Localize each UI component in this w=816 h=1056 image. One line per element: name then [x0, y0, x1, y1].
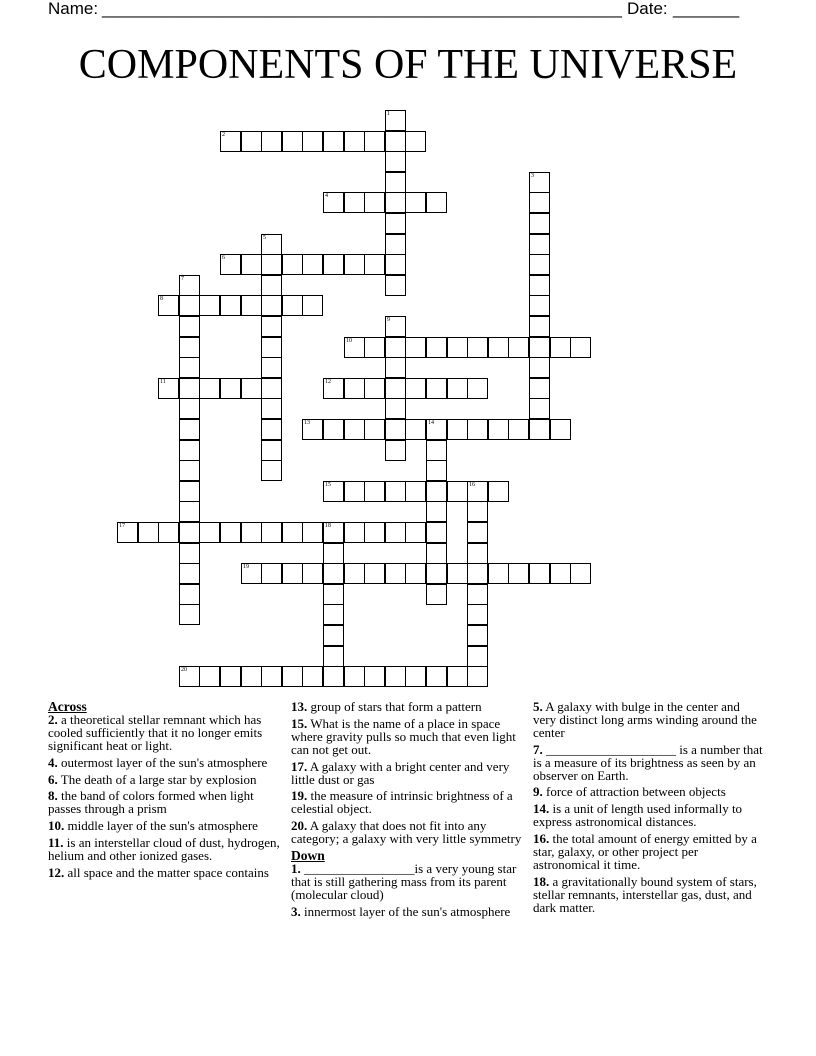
clue-item-text: _________________is a very young star that is still gathering mass from its parent (molecular cloud): [291, 860, 517, 902]
clue-number: 13: [304, 420, 310, 426]
grid-cell[interactable]: [405, 419, 426, 440]
clue-item-number: 2.: [48, 711, 58, 727]
grid-cell[interactable]: [529, 172, 550, 193]
grid-cell[interactable]: [261, 378, 282, 399]
clue-item: [533, 701, 765, 740]
grid-cell[interactable]: [323, 522, 344, 543]
clue-item-text: A galaxy that does not fit into any category; a galaxy with very little symmetry: [291, 818, 522, 847]
grid-cell[interactable]: [529, 234, 550, 255]
grid-cell[interactable]: [302, 522, 323, 543]
clue-item-number: 1.: [291, 860, 301, 876]
clue-number: 5: [263, 235, 266, 241]
grid-cell[interactable]: [467, 419, 488, 440]
grid-cell[interactable]: [467, 378, 488, 399]
grid-cell[interactable]: [344, 563, 365, 584]
grid-cell[interactable]: [261, 522, 282, 543]
clue-item-number: 12.: [48, 864, 65, 880]
grid-cell[interactable]: [426, 481, 447, 502]
grid-cell[interactable]: [385, 666, 406, 687]
clue-item-number: 6.: [48, 771, 58, 787]
clue-item: [533, 873, 765, 915]
grid-cell[interactable]: [179, 522, 200, 543]
grid-cell[interactable]: [302, 563, 323, 584]
clue-column-1: [48, 701, 280, 884]
clue-item-number: 17.: [291, 758, 308, 774]
grid-cell[interactable]: [426, 563, 447, 584]
grid-cell[interactable]: [488, 419, 509, 440]
grid-cell[interactable]: [179, 337, 200, 358]
grid-cell[interactable]: [447, 481, 468, 502]
clue-item-number: 18.: [533, 873, 550, 889]
clue-item-number: 8.: [48, 788, 58, 804]
grid-cell[interactable]: [467, 646, 488, 667]
clue-item: [291, 758, 523, 787]
grid-cell[interactable]: [302, 419, 323, 440]
grid-cell[interactable]: [241, 378, 262, 399]
grid-cell[interactable]: [426, 337, 447, 358]
grid-cell[interactable]: [529, 337, 550, 358]
clue-item: [533, 833, 765, 872]
grid-cell[interactable]: [364, 419, 385, 440]
grid-cell[interactable]: [385, 254, 406, 275]
clue-item: [533, 786, 765, 799]
clue-number: 17: [119, 523, 125, 529]
grid-cell[interactable]: [179, 275, 200, 296]
grid-cell[interactable]: [529, 254, 550, 275]
grid-cell[interactable]: [447, 419, 468, 440]
clue-item: [48, 711, 280, 753]
grid-cell[interactable]: [158, 295, 179, 316]
grid-cell[interactable]: [261, 357, 282, 378]
grid-cell[interactable]: [302, 295, 323, 316]
grid-cell[interactable]: [426, 440, 447, 461]
grid-cell[interactable]: [344, 378, 365, 399]
grid-cell[interactable]: [179, 440, 200, 461]
grid-cell[interactable]: [550, 563, 571, 584]
grid-cell[interactable]: [405, 481, 426, 502]
grid-cell[interactable]: [179, 419, 200, 440]
grid-cell[interactable]: [529, 419, 550, 440]
clue-column-2: [291, 701, 523, 923]
grid-cell[interactable]: [261, 316, 282, 337]
clue-item-text: all space and the matter space contains: [64, 864, 269, 880]
grid-cell[interactable]: [467, 563, 488, 584]
grid-cell[interactable]: [282, 666, 303, 687]
grid-cell[interactable]: [323, 254, 344, 275]
grid-cell[interactable]: [405, 378, 426, 399]
grid-cell[interactable]: [220, 295, 241, 316]
clue-item-text: What is the name of a place in space where gravity pulls so much that even light can not get out.: [291, 715, 516, 757]
clue-item-text: a theoretical stellar remnant which has cooled sufficiently that it no longer emits significant heat or light.: [48, 711, 263, 753]
grid-cell[interactable]: [302, 254, 323, 275]
clue-item-text: outermost layer of the sun's atmosphere: [57, 754, 268, 770]
grid-cell[interactable]: [385, 316, 406, 337]
grid-cell[interactable]: [261, 295, 282, 316]
clue-item-text: group of stars that form a pattern: [307, 699, 482, 714]
clue-item: [48, 864, 280, 880]
date-field[interactable]: _______: [673, 0, 740, 18]
clue-number: 12: [325, 379, 331, 385]
grid-cell[interactable]: [179, 584, 200, 605]
grid-cell[interactable]: [385, 151, 406, 172]
clue-item-text: ____________________ is a number that is a measure of its brightness as seen by an observer on Earth.: [533, 741, 763, 783]
clue-item-text: innermost layer of the sun's atmosphere: [300, 903, 511, 919]
grid-cell[interactable]: [385, 110, 406, 131]
grid-cell[interactable]: [529, 213, 550, 234]
clue-item: [291, 860, 523, 902]
grid-cell[interactable]: [385, 213, 406, 234]
grid-cell[interactable]: [261, 234, 282, 255]
clue-item-number: 5.: [533, 699, 543, 714]
clue-item-text: The death of a large star by explosion: [57, 771, 257, 787]
grid-cell[interactable]: [344, 192, 365, 213]
grid-cell[interactable]: [220, 131, 241, 152]
grid-cell[interactable]: [385, 440, 406, 461]
grid-cell[interactable]: [344, 254, 365, 275]
grid-cell[interactable]: [323, 481, 344, 502]
clue-item-number: 10.: [48, 818, 65, 834]
grid-cell[interactable]: [323, 131, 344, 152]
clue-number: 2: [222, 132, 225, 138]
clue-item: [291, 903, 523, 919]
grid-cell[interactable]: [467, 522, 488, 543]
grid-cell[interactable]: [405, 666, 426, 687]
grid-cell[interactable]: [241, 131, 262, 152]
grid-cell[interactable]: [426, 666, 447, 687]
grid-cell[interactable]: [426, 543, 447, 564]
grid-cell[interactable]: [344, 522, 365, 543]
grid-cell[interactable]: [364, 131, 385, 152]
grid-cell[interactable]: [508, 419, 529, 440]
clue-number: 10: [346, 338, 352, 344]
grid-cell[interactable]: [344, 481, 365, 502]
clue-item-number: 14.: [533, 801, 550, 817]
grid-cell[interactable]: [323, 584, 344, 605]
clue-number: 19: [243, 564, 249, 570]
grid-cell[interactable]: [323, 192, 344, 213]
grid-cell[interactable]: [570, 337, 591, 358]
grid-cell[interactable]: [179, 604, 200, 625]
grid-cell[interactable]: [179, 501, 200, 522]
grid-cell[interactable]: [405, 192, 426, 213]
grid-cell[interactable]: [282, 522, 303, 543]
grid-cell[interactable]: [179, 666, 200, 687]
grid-cell[interactable]: [282, 254, 303, 275]
grid-cell[interactable]: [467, 481, 488, 502]
grid-cell[interactable]: [508, 337, 529, 358]
clue-number: 15: [325, 482, 331, 488]
grid-cell[interactable]: [529, 563, 550, 584]
grid-cell[interactable]: [117, 522, 138, 543]
grid-cell[interactable]: [529, 192, 550, 213]
clue-number: 1: [387, 111, 390, 117]
grid-cell[interactable]: [447, 666, 468, 687]
grid-cell[interactable]: [199, 522, 220, 543]
clue-number: 8: [160, 296, 163, 302]
grid-cell[interactable]: [467, 666, 488, 687]
clue-section-heading: Down: [291, 848, 325, 864]
grid-cell[interactable]: [385, 522, 406, 543]
clue-item-text: A galaxy with bulge in the center and very distinct long arms winding around the center: [533, 699, 757, 740]
clue-item-number: 19.: [291, 788, 308, 804]
clue-item-text: A galaxy with a bright center and very little dust or gas: [291, 758, 510, 787]
grid-cell[interactable]: [282, 131, 303, 152]
grid-cell[interactable]: [323, 666, 344, 687]
grid-cell[interactable]: [179, 460, 200, 481]
grid-cell[interactable]: [138, 522, 159, 543]
grid-cell[interactable]: [344, 131, 365, 152]
grid-cell[interactable]: [220, 378, 241, 399]
grid-cell[interactable]: [364, 481, 385, 502]
grid-cell[interactable]: [405, 522, 426, 543]
grid-cell[interactable]: [261, 275, 282, 296]
clue-number: 20: [181, 667, 187, 673]
grid-cell[interactable]: [529, 378, 550, 399]
clue-item-number: 7.: [533, 741, 543, 757]
clue-number: 3: [531, 173, 534, 179]
grid-cell[interactable]: [570, 563, 591, 584]
grid-cell[interactable]: [261, 337, 282, 358]
grid-cell[interactable]: [220, 666, 241, 687]
grid-cell[interactable]: [385, 419, 406, 440]
grid-cell[interactable]: [220, 522, 241, 543]
grid-cell[interactable]: [261, 398, 282, 419]
grid-cell[interactable]: [364, 378, 385, 399]
grid-cell[interactable]: [426, 501, 447, 522]
grid-cell[interactable]: [282, 295, 303, 316]
clue-item: [291, 701, 523, 714]
grid-cell[interactable]: [447, 378, 468, 399]
clue-number: 7: [181, 276, 184, 282]
clue-number: 18: [325, 523, 331, 529]
grid-cell[interactable]: [467, 337, 488, 358]
clue-item-text: is a unit of length used informally to express astronomical distances.: [533, 801, 743, 830]
clue-item-text: middle layer of the sun's atmosphere: [64, 818, 258, 834]
grid-cell[interactable]: [426, 460, 447, 481]
grid-cell[interactable]: [426, 584, 447, 605]
grid-cell[interactable]: [241, 254, 262, 275]
grid-cell[interactable]: [323, 543, 344, 564]
grid-cell[interactable]: [426, 378, 447, 399]
grid-cell[interactable]: [261, 419, 282, 440]
grid-cell[interactable]: [364, 337, 385, 358]
grid-cell[interactable]: [385, 481, 406, 502]
grid-cell[interactable]: [385, 398, 406, 419]
grid-cell[interactable]: [467, 501, 488, 522]
clue-number: 9: [387, 317, 390, 323]
grid-cell[interactable]: [323, 378, 344, 399]
clue-item-text: the band of colors formed when light passes through a prism: [48, 788, 254, 817]
grid-cell[interactable]: [179, 316, 200, 337]
grid-cell[interactable]: [302, 131, 323, 152]
clue-number: 16: [469, 482, 475, 488]
grid-cell[interactable]: [199, 378, 220, 399]
clue-item-number: 13.: [291, 699, 308, 714]
grid-cell[interactable]: [241, 295, 262, 316]
grid-cell[interactable]: [323, 646, 344, 667]
grid-cell[interactable]: [405, 337, 426, 358]
clue-item: [291, 820, 523, 846]
grid-cell[interactable]: [282, 563, 303, 584]
clue-item: [291, 715, 523, 757]
grid-cell[interactable]: [488, 337, 509, 358]
grid-cell[interactable]: [385, 357, 406, 378]
clue-item: [48, 771, 280, 787]
clue-item: [48, 837, 280, 863]
clue-item: [291, 790, 523, 816]
grid-cell[interactable]: [158, 522, 179, 543]
grid-cell[interactable]: [550, 337, 571, 358]
clue-item-number: 4.: [48, 754, 58, 770]
clue-item: [533, 741, 765, 783]
clue-item-number: 15.: [291, 715, 308, 731]
grid-cell[interactable]: [179, 563, 200, 584]
grid-cell[interactable]: [261, 440, 282, 461]
grid-cell[interactable]: [344, 337, 365, 358]
grid-cell[interactable]: [385, 337, 406, 358]
grid-cell[interactable]: [364, 192, 385, 213]
grid-cell[interactable]: [405, 131, 426, 152]
grid-cell[interactable]: [529, 316, 550, 337]
grid-cell[interactable]: [302, 666, 323, 687]
grid-cell[interactable]: [179, 295, 200, 316]
grid-cell[interactable]: [385, 563, 406, 584]
grid-cell[interactable]: [447, 337, 468, 358]
grid-cell[interactable]: [241, 563, 262, 584]
grid-cell[interactable]: [323, 563, 344, 584]
clue-item-text: the total amount of energy emitted by a star, galaxy, or other project per astronomical it time.: [533, 831, 757, 872]
grid-cell[interactable]: [447, 563, 468, 584]
clue-item-text: is an interstellar cloud of dust, hydrogen, helium and other ionized gases.: [48, 835, 280, 864]
grid-cell[interactable]: [344, 419, 365, 440]
grid-cell[interactable]: [385, 234, 406, 255]
grid-cell[interactable]: [261, 131, 282, 152]
clue-item: [48, 754, 280, 770]
clue-item-number: 20.: [291, 818, 308, 834]
clue-number: 4: [325, 193, 328, 199]
grid-cell[interactable]: [261, 254, 282, 275]
clue-item-number: 3.: [291, 903, 301, 919]
grid-cell[interactable]: [364, 254, 385, 275]
grid-cell[interactable]: [199, 295, 220, 316]
grid-cell[interactable]: [261, 460, 282, 481]
clue-item-number: 16.: [533, 831, 550, 847]
clue-column-3: [533, 701, 765, 919]
grid-cell[interactable]: [385, 275, 406, 296]
date-label: Date:: [627, 0, 668, 18]
grid-cell[interactable]: [364, 522, 385, 543]
grid-cell[interactable]: [385, 131, 406, 152]
grid-cell[interactable]: [405, 563, 426, 584]
clue-number: 11: [160, 379, 166, 385]
name-field[interactable]: _______________________________________________________: [102, 0, 623, 18]
clue-item-text: a gravitationally bound system of stars, stellar remnants, interstellar gas, dust, and dark matter.: [533, 873, 757, 915]
grid-cell[interactable]: [467, 543, 488, 564]
grid-cell[interactable]: [385, 192, 406, 213]
page-title: COMPONENTS OF THE UNIVERSE: [78, 42, 738, 88]
grid-cell[interactable]: [488, 481, 509, 502]
grid-cell[interactable]: [426, 419, 447, 440]
grid-cell[interactable]: [344, 666, 365, 687]
grid-cell[interactable]: [364, 666, 385, 687]
clue-item-number: 9.: [533, 784, 543, 800]
grid-cell[interactable]: [323, 625, 344, 646]
grid-cell[interactable]: [261, 563, 282, 584]
grid-cell[interactable]: [529, 357, 550, 378]
clue-item: [48, 820, 280, 833]
grid-cell[interactable]: [467, 584, 488, 605]
grid-cell[interactable]: [261, 666, 282, 687]
grid-cell[interactable]: [426, 192, 447, 213]
grid-cell[interactable]: [179, 378, 200, 399]
grid-cell[interactable]: [323, 604, 344, 625]
clue-number: 14: [428, 420, 434, 426]
grid-cell[interactable]: [241, 666, 262, 687]
clue-item-number: 11.: [48, 835, 64, 851]
name-label: Name:: [48, 0, 99, 18]
grid-cell[interactable]: [529, 295, 550, 316]
grid-cell[interactable]: [385, 378, 406, 399]
grid-cell[interactable]: [158, 378, 179, 399]
clue-item-text: the measure of intrinsic brightness of a celestial object.: [291, 788, 513, 817]
grid-cell[interactable]: [199, 666, 220, 687]
grid-cell[interactable]: [529, 275, 550, 296]
clue-item: [533, 803, 765, 829]
grid-cell[interactable]: [467, 604, 488, 625]
grid-cell[interactable]: [467, 625, 488, 646]
grid-cell[interactable]: [179, 357, 200, 378]
grid-cell[interactable]: [241, 522, 262, 543]
grid-cell[interactable]: [508, 563, 529, 584]
grid-cell[interactable]: [220, 254, 241, 275]
grid-cell[interactable]: [179, 543, 200, 564]
grid-cell[interactable]: [488, 563, 509, 584]
grid-cell[interactable]: [179, 481, 200, 502]
clue-item: [48, 790, 280, 816]
grid-cell[interactable]: [426, 522, 447, 543]
grid-cell[interactable]: [385, 172, 406, 193]
grid-cell[interactable]: [364, 563, 385, 584]
grid-cell[interactable]: [323, 419, 344, 440]
clue-item-text: force of attraction between objects: [542, 784, 726, 800]
grid-cell[interactable]: [179, 398, 200, 419]
grid-cell[interactable]: [529, 398, 550, 419]
grid-cell[interactable]: [550, 419, 571, 440]
clue-section-heading: Across: [48, 699, 87, 714]
clue-number: 6: [222, 255, 225, 261]
